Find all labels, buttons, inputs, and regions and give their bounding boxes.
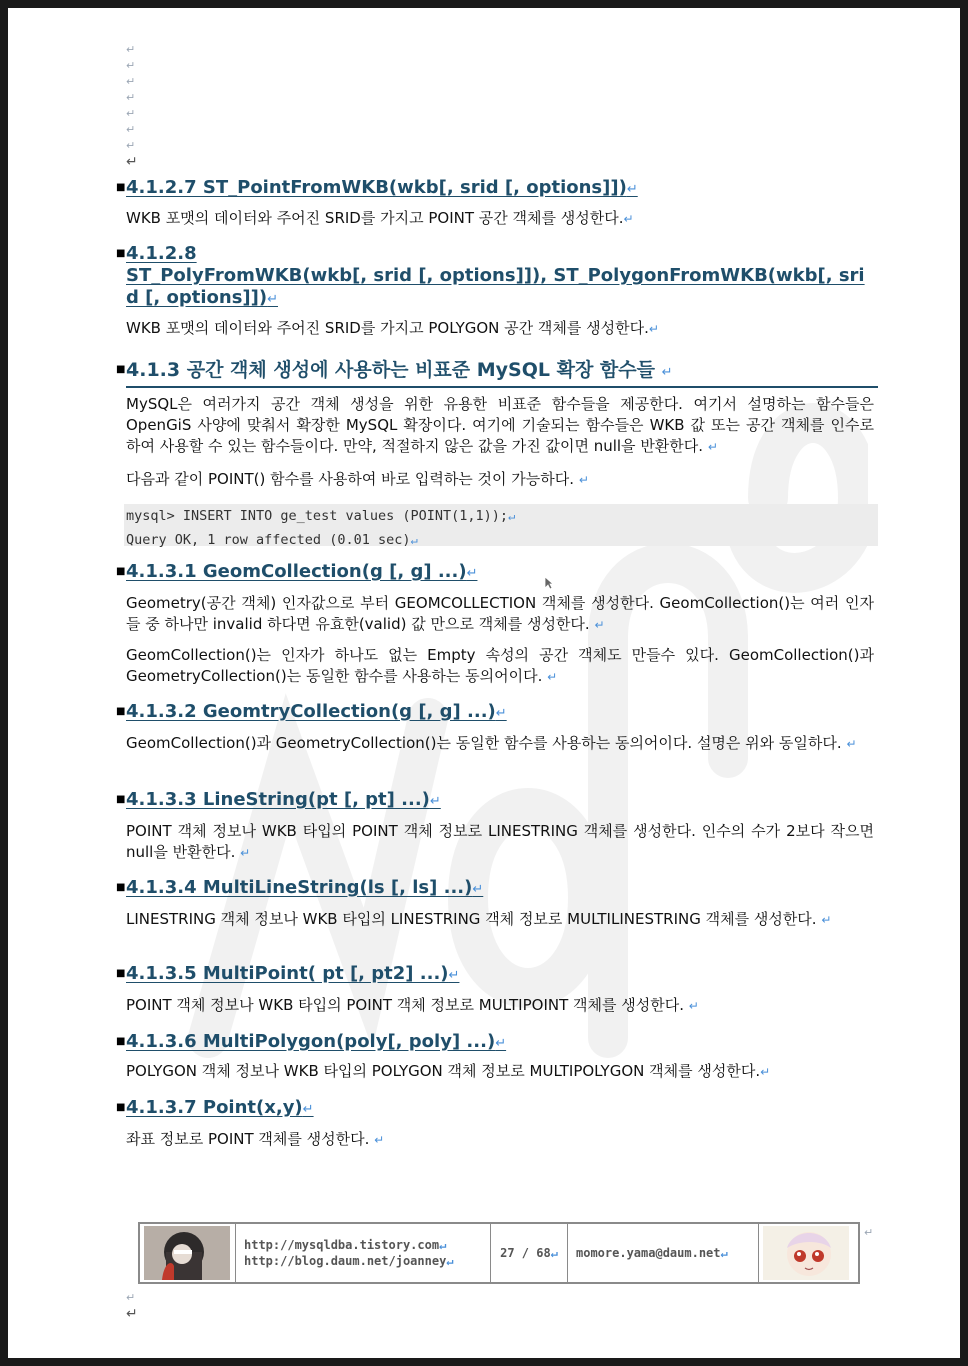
paragraph-mark: ↵ bbox=[126, 1291, 136, 1304]
section-body: POINT 객체 정보나 WKB 타입의 POINT 객체 정보로 LINESTRING 객체를 생성한다. 인수의 수가 2보다 작으면 null을 반환한다. ↵ bbox=[126, 822, 874, 861]
paragraph-mark: ↵ bbox=[126, 59, 136, 72]
section-body: GeomCollection()는 인자가 하나도 없는 Empty 속성의 공간 객체도 만들수 있다. GeomCollection()과 GeometryCollection()는 동일한 함수를 사용하는 동의어이다. ↵ bbox=[126, 646, 874, 685]
paragraph-mark: ↵ bbox=[864, 1226, 874, 1239]
section-body: GeomCollection()과 GeometryCollection()는 동일한 함수를 사용하는 동의어이다. 설명은 위와 동일하다. ↵ bbox=[126, 734, 857, 752]
section-heading: ■ 4.1.2.7 ST_PointFromWKB(wkb[, srid [, options]])↵ bbox=[116, 177, 638, 198]
paragraph-mark: ↵ bbox=[126, 75, 136, 88]
section-body: 좌표 정보로 POINT 객체를 생성한다. ↵ bbox=[126, 1130, 385, 1148]
section-body: POLYGON 객체 정보나 WKB 타입의 POLYGON 객체 정보로 MULTIPOLYGON 객체를 생성한다.↵ bbox=[126, 1062, 771, 1080]
page-number: 27 / 68 ↵ bbox=[491, 1224, 568, 1282]
section-heading: ■ 4.1.3.6 MultiPolygon(poly[, poly] ...)↵ bbox=[116, 1031, 507, 1052]
character-avatar-image bbox=[763, 1226, 849, 1280]
section-heading: ■ 4.1.3.4 MultiLineString(ls [, ls] ...)↵ bbox=[116, 877, 484, 898]
paragraph-mark: ↵ bbox=[126, 139, 136, 152]
paragraph-mark: ↵ bbox=[126, 91, 136, 104]
document-page bbox=[8, 8, 960, 1358]
section-heading: ■ 4.1.3.7 Point(x,y)↵ bbox=[116, 1097, 314, 1118]
paragraph-mark: ↵ bbox=[126, 123, 136, 136]
paragraph-mark: ↵ bbox=[126, 43, 136, 56]
section-body: WKB 포맷의 데이터와 주어진 SRID를 가지고 POINT 공간 객체를 생성한다.↵ bbox=[126, 209, 634, 227]
character-avatar-image bbox=[144, 1226, 230, 1280]
blog-link[interactable]: http://mysqldba.tistory.com bbox=[244, 1238, 440, 1252]
section-body: LINESTRING 객체 정보나 WKB 타입의 LINESTRING 객체 정보로 MULTILINESTRING 객체를 생성한다. ↵ bbox=[126, 910, 832, 928]
section-heading: ■ 4.1.3.5 MultiPoint( pt [, pt2] ...)↵ bbox=[116, 963, 460, 984]
section-heading: ■ 4.1.3.2 GeomtryCollection(g [, g] ...)↵ bbox=[116, 701, 507, 722]
section-body: 다음과 같이 POINT() 함수를 사용하여 바로 입력하는 것이 가능하다. ↵ bbox=[126, 470, 589, 488]
section-heading: ■ 4.1.2.8 ST_PolyFromWKB(wkb[, srid [, options]]), ST_PolygonFromWKB(wkb[, sri d [, options]])↵ bbox=[116, 243, 865, 308]
section-heading: ■ 4.1.3.1 GeomCollection(g [, g] ...)↵ bbox=[116, 561, 478, 582]
author-email: momore.yama@daum.net ↵ bbox=[568, 1224, 759, 1282]
blog-link[interactable]: http://blog.daum.net/joanney bbox=[244, 1254, 447, 1268]
section-body: MySQL은 여러가지 공간 객체 생성을 위한 유용한 비표준 함수들을 제공한다. 여기서 설명하는 함수들은 OpenGiS 사양에 맞춰서 확장한 MySQL 확장이다. 여기에 기술되는 함수들은 WKB 값 또는 공간 객체를 인수로 하여 사용할 수 있는 함수들이다. 만약, 적절하지 않은 값을 가진 값이면 null을 반환한다. ↵ bbox=[126, 395, 874, 455]
avatar bbox=[140, 1224, 236, 1282]
chapter-heading: ■ 4.1.3 공간 객체 생성에 사용하는 비표준 MySQL 확장 함수들 ↵ bbox=[126, 358, 878, 388]
section-body: Geometry(공간 객체) 인자값으로 부터 GEOMCOLLECTION 객체를 생성한다. GeomCollection()는 여러 인자들 중 하나만 invalid 하다면 유효한(valid) 값 만으로 객체를 생성한다. ↵ bbox=[126, 594, 874, 633]
section-body: POINT 객체 정보나 WKB 타입의 POINT 객체 정보로 MULTIPOINT 객체를 생성한다. ↵ bbox=[126, 996, 699, 1014]
code-block: mysql> INSERT INTO ge_test values (POINT(1,1));↵ Query OK, 1 row affected (0.01 sec)↵ bbox=[124, 504, 878, 546]
footer-links: http://mysqldba.tistory.com↵ http://blog.daum.net/joanney↵ bbox=[236, 1224, 491, 1282]
section-body: WKB 포맷의 데이터와 주어진 SRID를 가지고 POLYGON 공간 객체를 생성한다.↵ bbox=[126, 319, 659, 337]
paragraph-mark: ↵ bbox=[126, 154, 138, 170]
avatar bbox=[759, 1224, 858, 1282]
paragraph-mark: ↵ bbox=[126, 1306, 138, 1322]
paragraph-mark: ↵ bbox=[126, 107, 136, 120]
section-heading: ■ 4.1.3.3 LineString(pt [, pt] ...)↵ bbox=[116, 789, 441, 810]
page-footer bbox=[138, 1222, 860, 1284]
